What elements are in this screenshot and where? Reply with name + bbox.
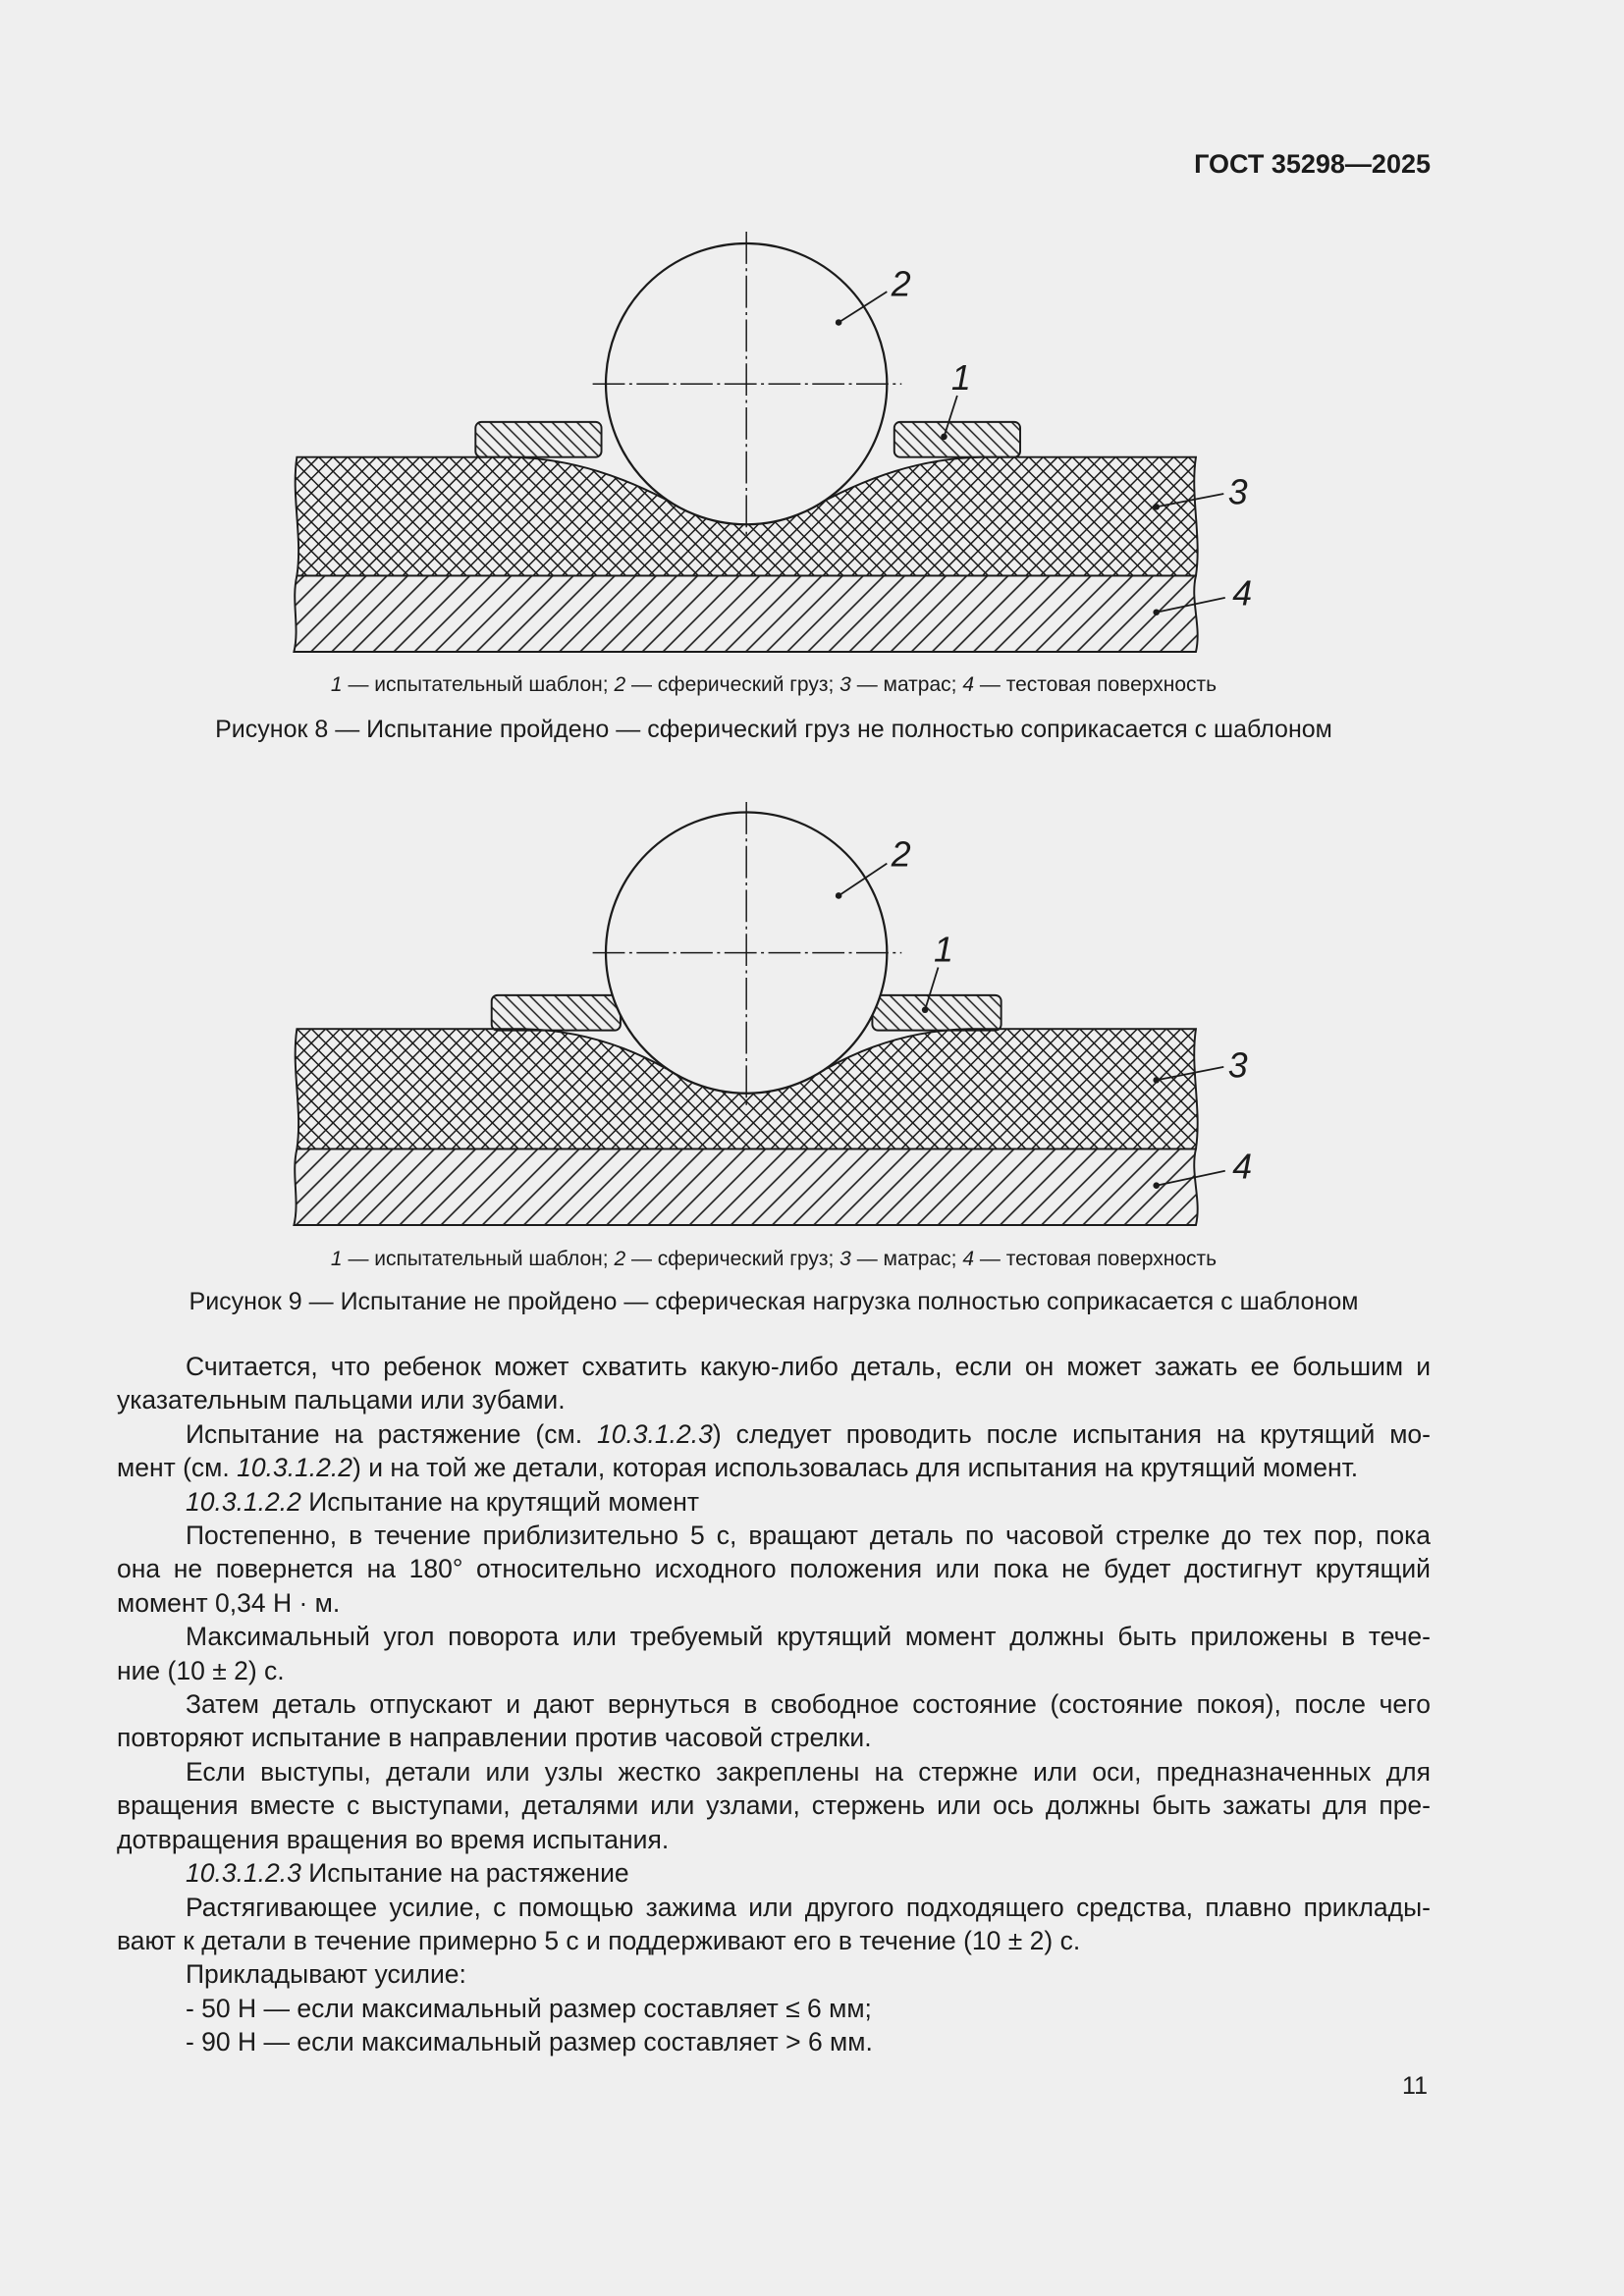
paragraph	[117, 1485, 1431, 1519]
legend-number: 4	[962, 1248, 975, 1270]
paragraph	[117, 2025, 1431, 2058]
text-line	[117, 1417, 1431, 1451]
text-run: Прикладывают усилие:	[186, 1959, 466, 1990]
legend-number: 3	[839, 673, 851, 696]
text-run: Если выступы, детали или узлы жестко закреплены на стержне или оси, предназначенных для	[186, 1756, 1431, 1787]
text-line	[117, 1620, 1431, 1653]
paragraph	[117, 1957, 1431, 1991]
text-line	[117, 1451, 1431, 1484]
legend-text: — матрас;	[850, 1248, 963, 1270]
text-line	[117, 1687, 1431, 1721]
clause-number: 10.3.1.2.2	[186, 1486, 301, 1517]
text-run: ) и на той же детали, которая использовалась для испытания на крутящий момент.	[352, 1453, 1359, 1483]
text-run: Максимальный угол поворота или требуемый крутящий момент должны быть приложены в тече-	[186, 1622, 1431, 1652]
text-line	[117, 1654, 1431, 1687]
clause-number: 10.3.1.2.3	[596, 1418, 713, 1449]
text-line	[117, 1721, 1431, 1754]
legend-text: — сферический груз;	[625, 1248, 840, 1270]
test-surface-layer	[294, 575, 1197, 652]
text-line	[117, 1586, 1431, 1620]
text-line	[117, 1350, 1431, 1383]
legend-text: — испытательный шаблон;	[342, 673, 615, 696]
callout-label-3: 3	[1227, 472, 1248, 512]
callout-label-1: 1	[950, 358, 971, 399]
figure-9-drawing	[278, 790, 1273, 1237]
text-line	[117, 1891, 1431, 1924]
text-line	[117, 2025, 1431, 2058]
text-run: момент 0,34 Н · м.	[117, 1587, 341, 1618]
test-surface-layer	[294, 1148, 1197, 1225]
text-run: Растягивающее усилие, с помощью зажима или другого подходящего средства, плавно приклады-	[186, 1892, 1431, 1922]
text-run: вают к детали в течение примерно 5 с и поддерживают его в течение (10 ± 2) с.	[117, 1925, 1081, 1955]
figure-9-legend	[117, 1247, 1431, 1272]
text-line	[117, 1957, 1431, 1991]
clause-number: 10.3.1.2.3	[186, 1858, 301, 1889]
paragraph	[117, 1350, 1431, 1417]
text-run: повторяют испытание в направлении против часовой стрелки.	[117, 1723, 872, 1753]
paragraph	[117, 1992, 1431, 2025]
paragraph	[117, 1856, 1431, 1890]
text-line	[117, 1485, 1431, 1519]
text-run: - 90 Н — если максимальный размер составляет > 6 мм.	[186, 2027, 873, 2057]
callout-label-4: 4	[1232, 573, 1253, 614]
paragraph	[117, 1891, 1431, 1958]
test-template-right	[872, 995, 1001, 1031]
text-run: Затем деталь отпускают и дают вернуться в свободное состояние (состояние покоя), после чего	[186, 1689, 1431, 1720]
legend-number: 4	[962, 673, 975, 696]
text-run: мент (см.	[117, 1453, 238, 1483]
legend-text: — испытательный шаблон;	[342, 1248, 615, 1270]
clause-number: 10.3.1.2.2	[237, 1453, 353, 1483]
legend-text: — тестовая поверхность	[974, 1248, 1218, 1270]
paragraph	[117, 1755, 1431, 1856]
text-run: Считается, что ребенок может схватить какую-либо деталь, если он может зажать ее большим и	[186, 1352, 1431, 1381]
figure-8-legend	[117, 672, 1431, 698]
figure-8-drawing	[278, 220, 1273, 667]
test-template-left	[492, 995, 621, 1031]
body-text	[117, 1350, 1431, 2059]
text-line	[117, 1992, 1431, 2025]
text-line	[117, 1856, 1431, 1890]
text-run: Испытание на растяжение (см.	[186, 1418, 597, 1449]
text-run: указательным пальцами или зубами.	[117, 1385, 566, 1415]
text-line	[117, 1823, 1431, 1856]
legend-number: 2	[614, 673, 626, 696]
text-run: Испытание на растяжение	[300, 1858, 629, 1889]
text-run: Постепенно, в течение приблизительно 5 с, вращают деталь по часовой стрелке до тех пор, пока	[186, 1521, 1431, 1551]
paragraph	[117, 1417, 1431, 1485]
callout-label-2: 2	[891, 264, 911, 304]
figure-8-caption: Рисунок 8 — Испытание пройдено — сферический груз не полностью соприкасается с шаблоном	[215, 716, 1332, 743]
legend-number: 2	[614, 1248, 626, 1270]
legend-text: — тестовая поверхность	[974, 673, 1218, 696]
text-line	[117, 1924, 1431, 1957]
text-line	[117, 1755, 1431, 1789]
text-run: дотвращения вращения во время испытания.	[117, 1824, 670, 1854]
text-run: - 50 Н — если максимальный размер составляет ≤ 6 мм;	[186, 1993, 872, 2023]
callout-label-1: 1	[934, 930, 953, 970]
page-number: 11	[1402, 2072, 1428, 2100]
paragraph	[117, 1687, 1431, 1755]
legend-text: — матрас;	[850, 673, 963, 696]
test-template-left	[475, 422, 601, 457]
text-line	[117, 1519, 1431, 1552]
text-run: ) следует проводить после испытания на крутящий мо-	[712, 1418, 1431, 1449]
paragraph	[117, 1519, 1431, 1620]
text-line	[117, 1383, 1431, 1416]
text-run: Испытание на крутящий момент	[300, 1486, 700, 1517]
callout-label-2: 2	[891, 834, 911, 875]
text-run: вращения вместе с выступами, деталями или узлами, стержень или ось должны быть зажаты для пре-	[117, 1790, 1431, 1821]
paragraph	[117, 1620, 1431, 1687]
callout-label-3: 3	[1227, 1045, 1248, 1086]
callout-label-4: 4	[1232, 1147, 1253, 1187]
text-run: ние (10 ± 2) с.	[117, 1655, 285, 1685]
text-line	[117, 1552, 1431, 1585]
legend-number: 1	[330, 673, 343, 696]
legend-number: 3	[839, 1248, 851, 1270]
text-run: она не повернется на 180° относительно исходного положения или пока не будет достигнут крутящий	[117, 1554, 1431, 1584]
legend-text: — сферический груз;	[625, 673, 840, 696]
legend-number: 1	[330, 1248, 343, 1270]
document-designation: ГОСТ 35298—2025	[1194, 149, 1431, 179]
figure-9-caption: Рисунок 9 — Испытание не пройдено — сферическая нагрузка полностью соприкасается с шаблоном	[189, 1288, 1359, 1315]
text-line	[117, 1789, 1431, 1822]
test-template-right	[894, 422, 1020, 457]
